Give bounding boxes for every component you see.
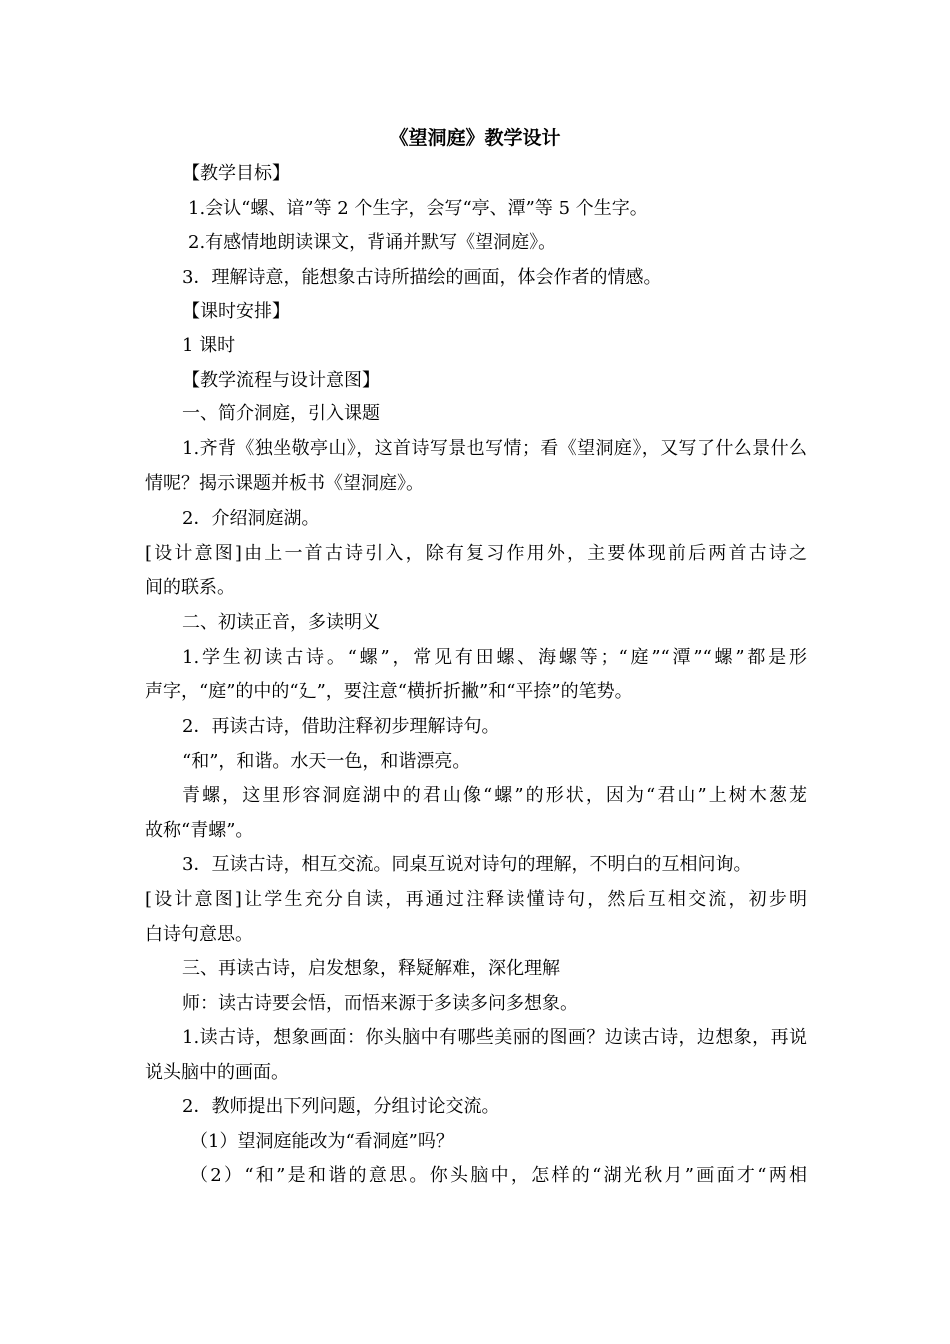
paragraph-line: “和”，和谐。水天一色，和谐漂亮。 [182, 751, 471, 772]
paragraph-line: 1.学生初读古诗。“螺”，常见有田螺、海螺等；“庭”“潭”“螺”都是形 [182, 647, 807, 668]
section-heading-process: 【教学流程与设计意图】 [182, 370, 380, 391]
paragraph-line: 说头脑中的画面。 [145, 1062, 289, 1083]
paragraph-line: 1 课时 [182, 335, 236, 356]
paragraph-line: 师：读古诗要会悟，而悟来源于多读多问多想象。 [182, 993, 578, 1014]
paragraph-line: [设计意图]让学生充分自读，再通过注释读懂诗句，然后互相交流，初步明 [145, 889, 807, 910]
paragraph-line: 2．介绍洞庭湖。 [182, 508, 320, 529]
paragraph-line: 1.读古诗，想象画面：你头脑中有哪些美丽的图画？边读古诗，边想象，再说 [182, 1027, 807, 1048]
section-heading-objectives: 【教学目标】 [182, 163, 290, 184]
subheading-line: 一、简介洞庭，引入课题 [182, 403, 380, 424]
document-title: 《望洞庭》教学设计 [389, 127, 561, 149]
subheading-line: 二、初读正音，多读明义 [182, 612, 380, 633]
paragraph-line: 间的联系。 [145, 577, 235, 598]
paragraph-line: 3．互读古诗，相互交流。同桌互说对诗句的理解，不明白的互相问询。 [182, 854, 752, 875]
paragraph-line: （1）望洞庭能改为“看洞庭”吗？ [190, 1131, 454, 1152]
paragraph-line: 2．教师提出下列问题，分组讨论交流。 [182, 1096, 500, 1117]
paragraph-line: 3．理解诗意，能想象古诗所描绘的画面，体会作者的情感。 [182, 267, 662, 288]
paragraph-line: [设计意图]由上一首古诗引入，除有复习作用外，主要体现前后两首古诗之 [145, 543, 807, 564]
paragraph-line: 2．再读古诗，借助注释初步理解诗句。 [182, 716, 500, 737]
paragraph-line: 故称“青螺”。 [145, 820, 254, 841]
paragraph-line: 白诗句意思。 [145, 924, 253, 945]
section-heading-schedule: 【课时安排】 [182, 301, 290, 322]
paragraph-line: 1.齐背《独坐敬亭山》，这首诗写景也写情；看《望洞庭》，又写了什么景什么 [182, 438, 807, 459]
paragraph-line: （2）“和”是和谐的意思。你头脑中，怎样的“湖光秋月”画面才“两相 [190, 1165, 807, 1186]
paragraph-line: 情呢？揭示课题并板书《望洞庭》。 [145, 473, 424, 494]
subheading-line: 三、再读古诗，启发想象，释疑解难，深化理解 [182, 958, 560, 979]
paragraph-line: 青螺，这里形容洞庭湖中的君山像“螺”的形状，因为“君山”上树木葱茏 [182, 785, 807, 806]
paragraph-line: 2.有感情地朗读课文，背诵并默写《望洞庭》。 [188, 232, 557, 253]
paragraph-line: 1.会认“螺、谙”等 2 个生字，会写“亭、潭”等 5 个生字。 [188, 198, 648, 219]
paragraph-line: 声字，“庭”的中的“廴”，要注意“横折折撇”和“平捺”的笔势。 [145, 681, 633, 702]
